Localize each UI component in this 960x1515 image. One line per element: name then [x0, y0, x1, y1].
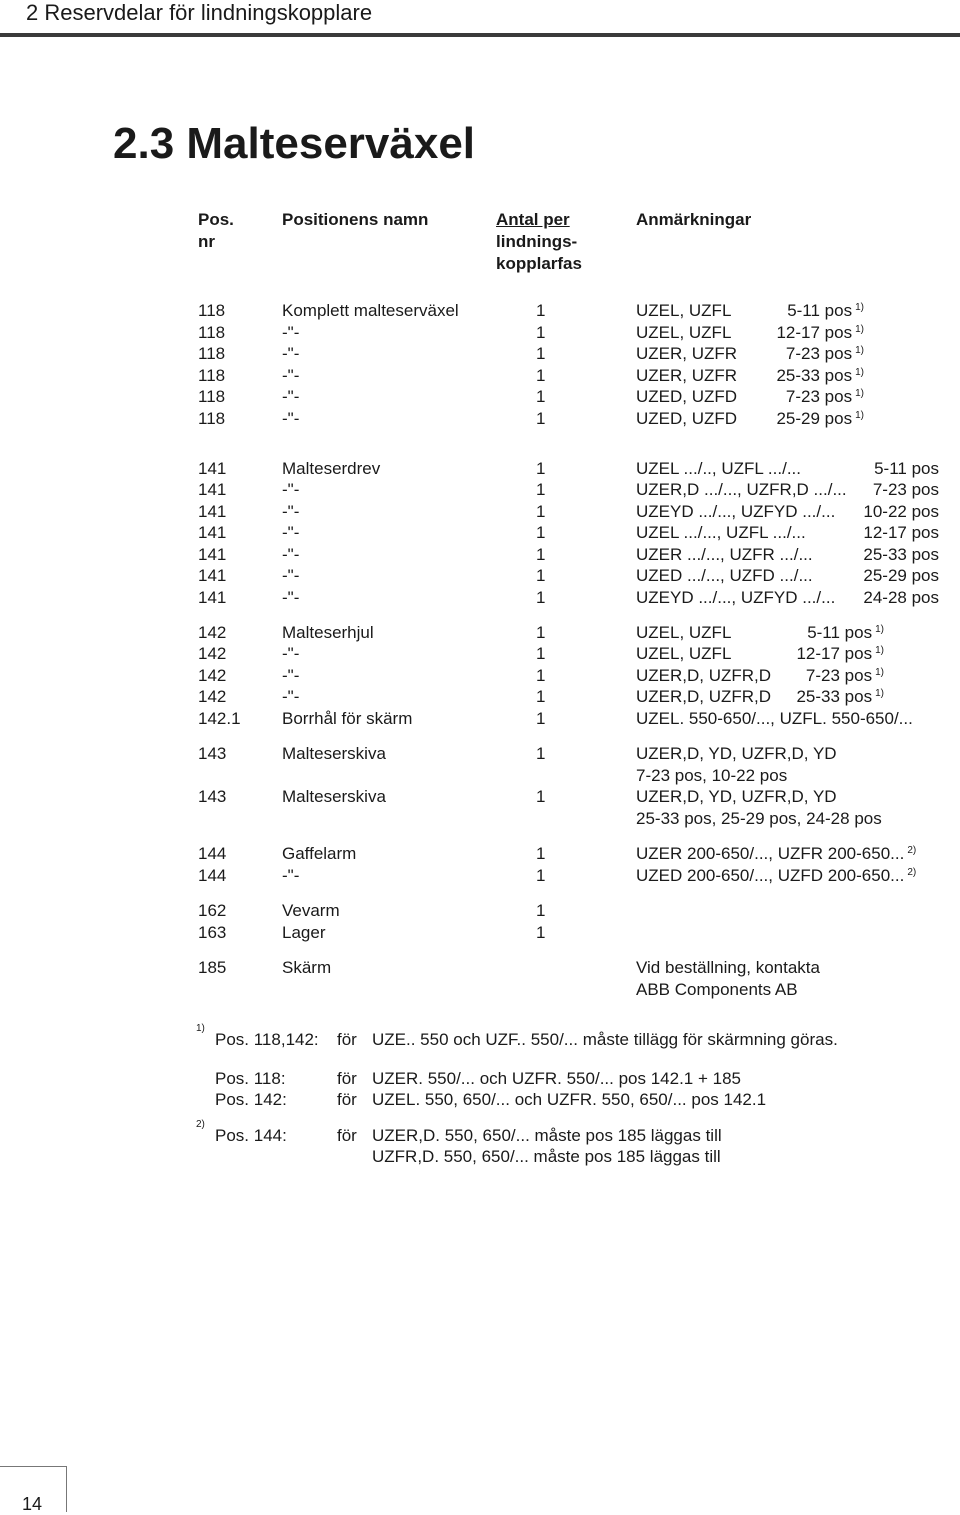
row-qty: 1 — [536, 588, 546, 607]
row-pos: 144 — [198, 866, 227, 885]
row-qty: 1 — [536, 344, 546, 363]
row-pos: 185 — [198, 958, 227, 977]
footnote-for: för — [337, 1126, 357, 1145]
table-row — [0, 665, 960, 687]
row-note-line2: 25-33 pos, 25-29 pos, 24-28 pos — [636, 809, 882, 828]
row-note-text: UZER,D, YD, UZFR,D, YD — [636, 787, 837, 806]
row-note — [636, 501, 835, 523]
table-row — [0, 843, 960, 865]
row-note — [636, 343, 737, 365]
row-footnote-mark: 1) — [875, 624, 884, 635]
table-row — [0, 922, 960, 944]
row-name: -"- — [282, 644, 300, 663]
row-range — [806, 665, 884, 687]
row-note — [636, 544, 813, 566]
row-note — [636, 865, 916, 887]
row-name: -"- — [282, 666, 300, 685]
row-note — [636, 322, 731, 344]
row-range — [776, 408, 864, 430]
row-footnote-mark: 1) — [855, 324, 864, 335]
row-note-text: UZEL, UZFL — [636, 301, 732, 320]
row-name: -"- — [282, 566, 300, 585]
table-row — [0, 743, 960, 785]
row-note-text: UZEL, UZFL — [636, 644, 732, 663]
table-row — [0, 300, 960, 322]
row-range-text: 5-11 pos — [807, 623, 873, 642]
row-pos: 118 — [198, 409, 226, 428]
row-qty: 1 — [536, 923, 546, 942]
row-pos: 142.1 — [198, 709, 241, 728]
row-note — [636, 743, 837, 765]
row-note-text: UZER 200-650/..., UZFR 200-650... — [636, 844, 905, 863]
row-name: -"- — [282, 387, 300, 406]
row-note — [636, 479, 847, 501]
row-range — [807, 622, 884, 644]
row-qty: 1 — [536, 709, 546, 728]
row-pos: 118 — [198, 323, 226, 342]
column-header-pos — [198, 209, 234, 253]
row-qty: 1 — [536, 744, 546, 763]
row-footnote-mark: 1) — [855, 367, 864, 378]
row-qty: 1 — [536, 409, 546, 428]
row-name: -"- — [282, 366, 300, 385]
row-name: Borrhål för skärm — [282, 709, 413, 728]
row-range: 5-11 pos — [874, 459, 939, 478]
row-footnote-mark: 1) — [875, 645, 884, 656]
row-qty: 1 — [536, 323, 546, 342]
row-range — [776, 322, 864, 344]
table-row — [0, 865, 960, 887]
row-note-text: UZEL. 550-650/..., UZFL. 550-650/... — [636, 709, 913, 728]
table-row — [0, 386, 960, 408]
row-pos: 162 — [198, 901, 227, 920]
footnote-for: för — [337, 1090, 357, 1109]
footnote-for: för — [337, 1069, 357, 1088]
row-pos: 141 — [198, 523, 227, 542]
table-row — [0, 686, 960, 708]
row-pos: 141 — [198, 566, 227, 585]
page-frame-horizontal — [0, 1466, 66, 1467]
row-range — [786, 343, 864, 365]
column-header-qty-line2: lindnings- — [496, 232, 578, 251]
row-qty: 1 — [536, 787, 546, 806]
row-qty: 1 — [536, 523, 546, 542]
row-note-line2: 7-23 pos, 10-22 pos — [636, 766, 788, 785]
header-rule — [0, 33, 960, 37]
row-pos: 142 — [198, 623, 227, 642]
row-pos: 143 — [198, 787, 227, 806]
row-pos: 118 — [198, 344, 226, 363]
row-note-text: UZEL, UZFL — [636, 623, 732, 642]
row-note — [636, 365, 737, 387]
row-name: -"- — [282, 866, 300, 885]
table-row — [0, 565, 960, 587]
row-name: -"- — [282, 502, 300, 521]
row-pos: 118 — [198, 301, 226, 320]
row-note-text: UZEL .../.., UZFL .../... — [636, 459, 801, 478]
row-note-text: Vid beställning, kontakta — [636, 958, 820, 977]
row-note — [636, 643, 731, 665]
row-note — [636, 458, 801, 480]
row-pos: 142 — [198, 644, 227, 663]
row-qty: 1 — [536, 866, 546, 885]
row-footnote-mark: 1) — [855, 345, 864, 356]
row-qty: 1 — [536, 387, 546, 406]
row-name: Malteserhjul — [282, 623, 374, 642]
row-note — [636, 522, 806, 544]
footnote-for: för — [337, 1030, 357, 1049]
table-row — [0, 365, 960, 387]
row-note — [636, 587, 835, 609]
row-pos: 144 — [198, 844, 227, 863]
footnote-label: Pos. 118: — [215, 1069, 286, 1088]
row-note-text: UZEYD .../..., UZFYD .../... — [636, 588, 836, 607]
row-name: Vevarm — [282, 901, 340, 920]
row-qty: 1 — [536, 366, 546, 385]
row-pos: 141 — [198, 588, 227, 607]
row-footnote-mark: 1) — [855, 388, 864, 399]
row-range — [796, 686, 884, 708]
row-name: -"- — [282, 545, 300, 564]
row-name: -"- — [282, 480, 300, 499]
footnote-text: UZE.. 550 och UZF.. 550/... måste tillägg för skärmning göras. — [372, 1030, 838, 1049]
row-range-text: 7-23 pos — [805, 666, 873, 685]
row-qty: 1 — [536, 502, 546, 521]
row-range-text: 25-29 pos — [776, 409, 853, 428]
row-note — [636, 665, 771, 687]
footnote-text: UZEL. 550, 650/... och UZFR. 550, 650/... pos 142.1 — [372, 1090, 767, 1109]
page-frame-vertical — [66, 1466, 67, 1512]
row-qty: 1 — [536, 545, 546, 564]
table-row — [0, 786, 960, 828]
column-header-qty — [496, 209, 582, 275]
footnote-label: Pos. 142: — [215, 1090, 287, 1109]
row-name: -"- — [282, 323, 300, 342]
row-range: 10-22 pos — [863, 502, 939, 521]
table-row — [0, 522, 960, 544]
row-range-text: 25-33 pos — [796, 687, 873, 706]
row-range-text: 12-17 pos — [796, 644, 873, 663]
row-range — [787, 300, 864, 322]
row-qty: 1 — [536, 687, 546, 706]
row-note-text: UZEL, UZFL — [636, 323, 732, 342]
row-pos: 163 — [198, 923, 227, 942]
row-pos: 118 — [198, 366, 226, 385]
column-header-pos-line1: Pos. — [198, 210, 234, 229]
row-footnote-mark: 2) — [907, 867, 917, 878]
row-qty: 1 — [536, 566, 546, 585]
row-qty: 1 — [536, 644, 546, 663]
row-qty: 1 — [536, 666, 546, 685]
row-qty: 1 — [536, 844, 546, 863]
row-note — [636, 843, 916, 865]
row-footnote-mark: 1) — [875, 667, 884, 678]
row-footnote-mark: 1) — [855, 302, 864, 313]
row-note — [636, 565, 813, 587]
row-name: -"- — [282, 344, 300, 363]
row-range: 7-23 pos — [872, 480, 939, 499]
table-row — [0, 458, 960, 480]
row-range-text: 25-33 pos — [776, 366, 853, 385]
table-row — [0, 343, 960, 365]
table-row — [0, 643, 960, 665]
column-header-note: Anmärkningar — [636, 210, 752, 229]
row-range-text: 7-23 pos — [785, 387, 853, 406]
row-note — [636, 622, 731, 644]
row-note-text: UZED 200-650/..., UZFD 200-650... — [636, 866, 905, 885]
row-pos: 141 — [198, 502, 227, 521]
table-row — [0, 957, 960, 999]
row-qty: 1 — [536, 459, 546, 478]
row-qty: 1 — [536, 480, 546, 499]
footnote-label: Pos. 144: — [215, 1126, 287, 1145]
row-note-text: UZEL .../..., UZFL .../... — [636, 523, 806, 542]
running-header: 2 Reservdelar för lindningskopplare — [26, 0, 373, 25]
row-note — [636, 300, 731, 322]
page-number: 14 — [22, 1494, 43, 1514]
row-pos: 142 — [198, 666, 227, 685]
table-row — [0, 544, 960, 566]
row-note-text: UZED, UZFD — [636, 387, 738, 406]
column-header-name: Positionens namn — [282, 210, 429, 229]
row-range-text: 12-17 pos — [776, 323, 853, 342]
row-qty: 1 — [536, 301, 546, 320]
row-note-text: UZER,D, YD, UZFR,D, YD — [636, 744, 837, 763]
row-name: Skärm — [282, 958, 332, 977]
row-note-text: UZED .../..., UZFD .../... — [636, 566, 813, 585]
row-range — [786, 386, 864, 408]
table-row — [0, 501, 960, 523]
table-row — [0, 322, 960, 344]
row-footnote-mark: 1) — [875, 688, 884, 699]
row-pos: 141 — [198, 459, 227, 478]
row-name: Malteserskiva — [282, 787, 386, 806]
table-row — [0, 587, 960, 609]
row-name: -"- — [282, 588, 300, 607]
table-row — [0, 622, 960, 644]
row-note-text: UZER,D, UZFR,D — [636, 666, 772, 685]
table-row — [0, 708, 960, 730]
row-name: -"- — [282, 523, 300, 542]
row-footnote-mark: 1) — [855, 410, 864, 421]
row-name: Malteserdrev — [282, 459, 381, 478]
row-qty: 1 — [536, 623, 546, 642]
row-range-text: 7-23 pos — [785, 344, 853, 363]
row-pos: 141 — [198, 545, 227, 564]
row-note-text: UZEYD .../..., UZFYD .../... — [636, 502, 836, 521]
footnote-label: Pos. 118,142: — [215, 1030, 319, 1049]
row-pos: 142 — [198, 687, 227, 706]
table-row — [0, 900, 960, 922]
row-range: 25-33 pos — [863, 545, 939, 564]
row-range — [796, 643, 884, 665]
row-name: Malteserskiva — [282, 744, 386, 763]
table-row — [0, 479, 960, 501]
row-name: Komplett malteserväxel — [282, 301, 459, 320]
row-note — [636, 708, 913, 730]
row-note — [636, 386, 737, 408]
row-range — [776, 365, 864, 387]
row-range-text: 5-11 pos — [787, 301, 853, 320]
row-note-text: UZER,D, UZFR,D — [636, 687, 772, 706]
row-note — [636, 686, 771, 708]
row-footnote-mark: 2) — [907, 845, 917, 856]
row-range: 12-17 pos — [863, 523, 939, 542]
footnote-text: UZER,D. 550, 650/... måste pos 185 läggas till — [372, 1126, 722, 1145]
row-pos: 143 — [198, 744, 227, 763]
row-note-text: UZED, UZFD — [636, 409, 738, 428]
footnote-text: UZER. 550/... och UZFR. 550/... pos 142.1 + 185 — [372, 1069, 741, 1088]
row-note — [636, 408, 737, 430]
row-name: -"- — [282, 409, 300, 428]
row-name: Gaffelarm — [282, 844, 357, 863]
column-header-qty-line1: Antal per — [496, 210, 570, 229]
row-pos: 118 — [198, 387, 226, 406]
row-note-text: UZER, UZFR — [636, 366, 738, 385]
table-row — [0, 408, 960, 430]
row-range: 24-28 pos — [863, 588, 939, 607]
row-pos: 141 — [198, 480, 227, 499]
column-header-qty-line3: kopplarfas — [496, 254, 582, 273]
footnote-text-line2: UZFR,D. 550, 650/... måste pos 185 läggas till — [372, 1147, 721, 1166]
row-note-line2: ABB Components AB — [636, 980, 798, 999]
row-range: 25-29 pos — [863, 566, 939, 585]
row-name: -"- — [282, 687, 300, 706]
row-note-text: UZER,D .../..., UZFR,D .../... — [636, 480, 847, 499]
row-note-text: UZER .../..., UZFR .../... — [636, 545, 813, 564]
row-qty: 1 — [536, 901, 546, 920]
section-title: 2.3 Malteserväxel — [113, 119, 476, 168]
row-note — [636, 957, 820, 979]
row-note — [636, 786, 837, 808]
column-header-pos-line2: nr — [198, 232, 215, 251]
row-name: Lager — [282, 923, 326, 942]
row-note-text: UZER, UZFR — [636, 344, 738, 363]
